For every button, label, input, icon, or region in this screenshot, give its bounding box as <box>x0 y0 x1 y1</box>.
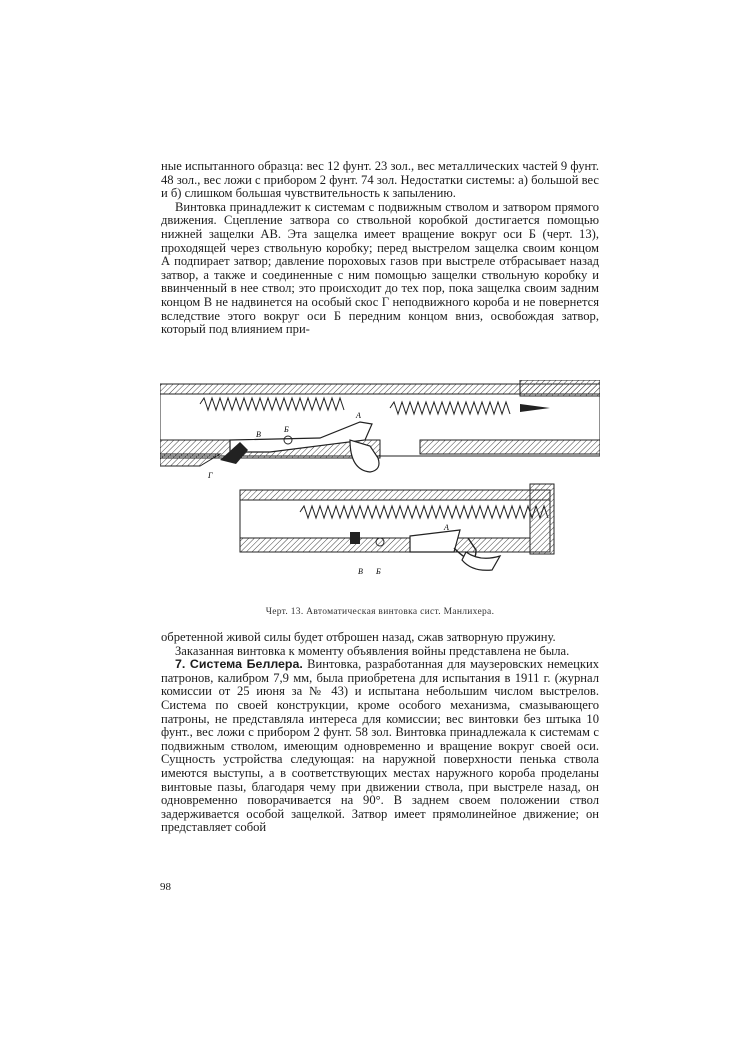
label-upper-a: А <box>356 411 361 420</box>
figure-caption: Черт. 13. Автоматическая винтовка сист. Манлихера. <box>265 607 495 617</box>
label-upper-v: В <box>256 430 261 439</box>
section-heading: 7. Система Беллера. <box>175 657 303 672</box>
section-body: Винтовка, разработанная для маузеровских немецких патронов, калибром 7,9 мм, была приобретена для испытания в 1911 г. (журнал комиссии от 25 июня за № 43) и испытана небольшим числом выстрелов. Система по своей конструкции, кроме особого механизма, смазывающего патроны, не представляла интереса для комиссии; вес винтовки без штыка 10 фунт., вес ложи с прибором 2 фунт. 58 зол. Винтовка принадлежала к системам с подвижным стволом, имеющим одновременно и вращение вокруг своей оси. Сущность устройства следующая: на наружной поверхности пенька ствола имеются выступы, а в соответствующих местах наружного короба проделаны винтовые пазы, благодаря чему при движении ствола, при выстреле назад, он одновременно поворачивается на 90°. В заднем своем положении ствол задерживается особой защелкой. Затвор имеет прямолинейное движение; он представляет собой <box>161 657 599 835</box>
body-text-bottom <box>161 631 599 835</box>
spring-icon <box>200 398 344 410</box>
page-number: 98 <box>160 881 171 893</box>
figure-drawing-13 <box>160 380 600 595</box>
label-upper-g: Г <box>208 471 213 480</box>
lower-mechanism-drawing <box>240 484 554 576</box>
paragraph-order-note: Заказанная винтовка к моменту объявления войны представлена не была. <box>175 643 570 658</box>
body-text-top <box>161 160 599 337</box>
label-lower-v: В <box>358 567 363 576</box>
paragraph-mechanism: Винтовка принадлежит к системам с подвижным стволом и затвором прямого движения. Сцепление затвора со ствольной коробкой достигается помощью нижней защелки АВ. Эта защелка имеет вращение вокруг оси Б (черт. 13), проходящей через ствольную коробку; перед выстрелом защелка своим концом А подпирает затвор; давление пороховых газов при выстреле отбрасывает назад затвор, а также и соединенные с ним помощью защелки ствольную коробку и ввинченный в нее ствол; это происходит до тех пор, пока защелка своим задним концом В не надвинется на особый скос Г неподвижного короба и не повернется вследствие этого вокруг оси Б передним концом вниз, освобождая затвор, который под влиянием при- <box>161 199 599 337</box>
label-lower-a: А <box>444 523 449 532</box>
paragraph-continuation: ные испытанного образца: вес 12 фунт. 23 зол., вес металлических частей 9 фунт. 48 зол., вес ложи с прибором 2 фунт. 74 зол. Недостатки системы: а) большой вес и б) слишком большая чувствительность к запылению. <box>161 159 599 201</box>
upper-mechanism-drawing <box>160 380 600 480</box>
paragraph-beller-system <box>161 658 599 835</box>
label-upper-b: Б <box>284 425 289 434</box>
label-lower-b: Б <box>376 567 381 576</box>
paragraph-continuation-bottom: обретенной живой силы будет отброшен назад, сжав затворную пружину. <box>161 630 556 644</box>
